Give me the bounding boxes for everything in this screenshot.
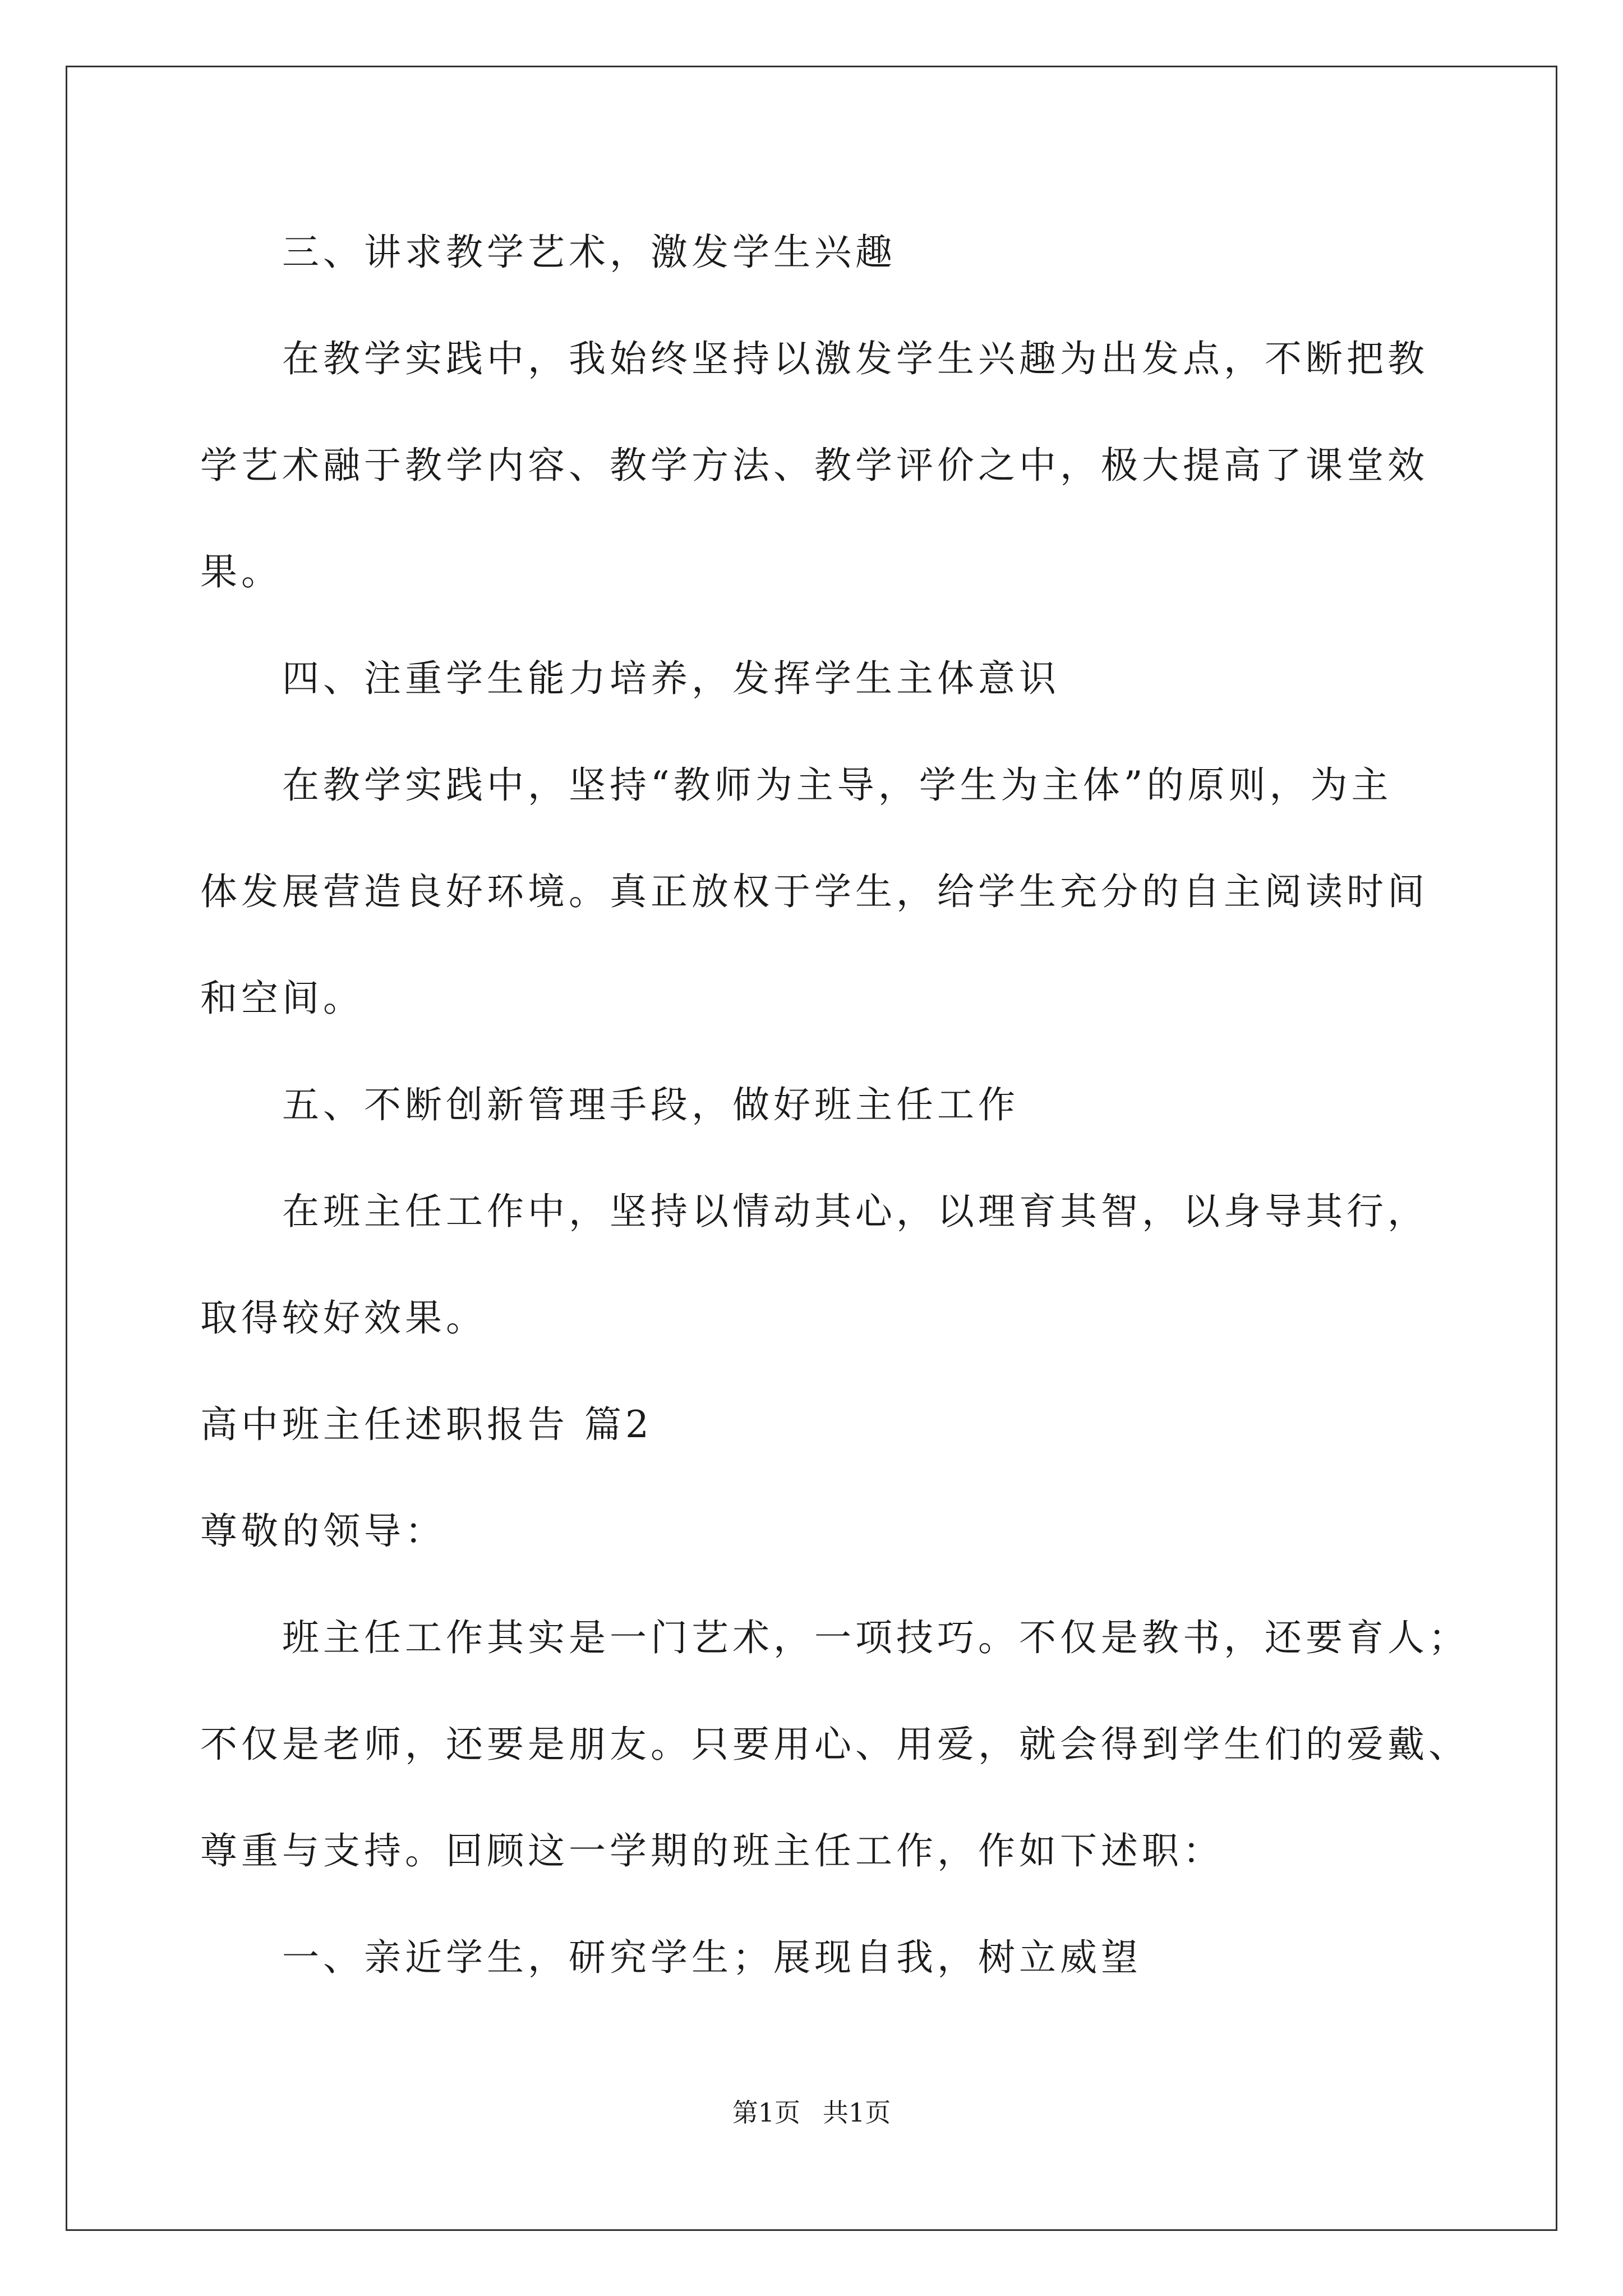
paragraph-line: 班主任工作其实是一门艺术，一项技巧。不仅是教书，还要育人； bbox=[282, 1616, 1469, 1659]
page-number: 第1页 bbox=[732, 2097, 800, 2128]
paragraph-line: 尊重与支持。回顾这一学期的班主任工作，作如下述职： bbox=[200, 1829, 1224, 1872]
paragraph-line: 在班主任工作中，坚持以情动其心，以理育其智，以身导其行， bbox=[282, 1190, 1428, 1233]
paragraph-line: 体发展营造良好环境。真正放权于学生，给学生充分的自主阅读时间 bbox=[200, 870, 1428, 913]
page-total: 共1页 bbox=[823, 2097, 891, 2128]
section-heading-4: 四、注重学生能力培养，发挥学生主体意识 bbox=[282, 657, 1060, 700]
section-heading-1: 一、亲近学生，研究学生；展现自我，树立威望 bbox=[282, 1936, 1142, 1979]
paragraph-line: 在教学实践中，我始终坚持以激发学生兴趣为出发点，不断把教 bbox=[282, 337, 1428, 380]
page-border bbox=[66, 66, 1557, 2231]
paragraph-line: 在教学实践中，坚持“教师为主导，学生为主体”的原则，为主 bbox=[282, 763, 1393, 807]
page-footer bbox=[0, 2097, 1623, 2128]
paragraph-line: 不仅是老师，还要是朋友。只要用心、用爱，就会得到学生们的爱戴、 bbox=[200, 1723, 1469, 1766]
section-heading-3: 三、讲求教学艺术，激发学生兴趣 bbox=[282, 231, 896, 274]
document-title: 高中班主任述职报告 篇2 bbox=[200, 1403, 653, 1446]
salutation: 尊敬的领导： bbox=[200, 1510, 446, 1553]
paragraph-line: 和空间。 bbox=[200, 977, 364, 1020]
section-heading-5: 五、不断创新管理手段，做好班主任工作 bbox=[282, 1083, 1019, 1126]
paragraph-line: 果。 bbox=[200, 550, 282, 593]
paragraph-line: 取得较好效果。 bbox=[200, 1296, 487, 1340]
paragraph-line: 学艺术融于教学内容、教学方法、教学评价之中，极大提高了课堂效 bbox=[200, 444, 1428, 487]
